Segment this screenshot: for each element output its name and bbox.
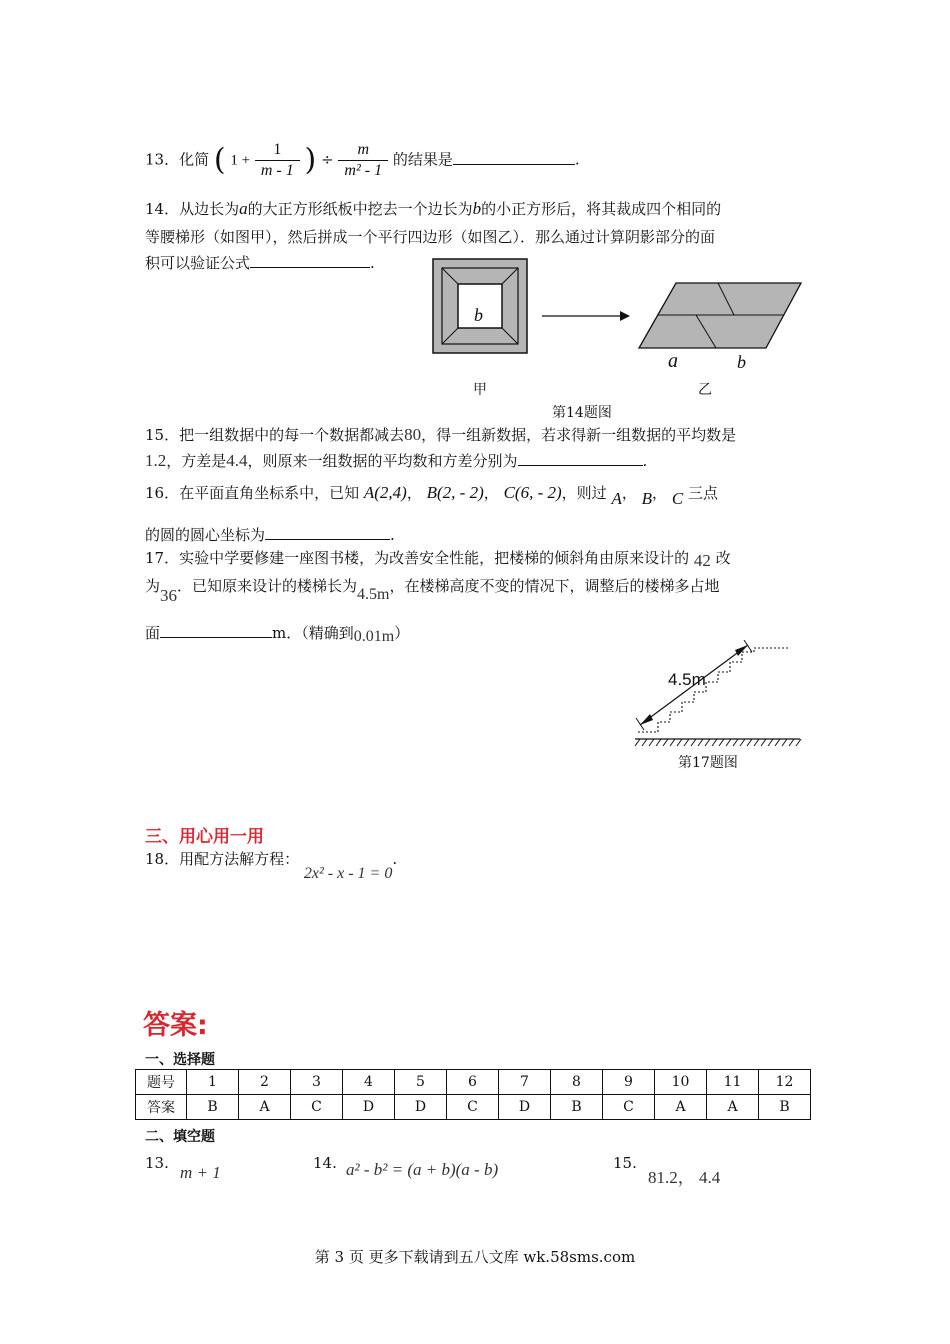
- q17-fig-label: 4.5m: [668, 670, 706, 689]
- q13-answer-blank[interactable]: [453, 149, 575, 165]
- answer-13: m + 1: [180, 1163, 221, 1182]
- right-arrow-icon: [540, 308, 632, 324]
- table-row-choices: 答案 B A C D D C D B C A A B: [136, 1095, 811, 1120]
- q17-line-1: 17．实验中学要修建一座图书楼，为改善安全性能，把楼梯的倾斜角由原来设计的 42 改: [145, 549, 731, 570]
- table-row-numbers: 题号 1 2 3 4 5 6 7 8 9 10 11 12: [136, 1070, 811, 1095]
- answer-table: [135, 1069, 811, 1120]
- q16-line-2: 的圆的圆心坐标为 .: [145, 526, 395, 544]
- q13-divide: ÷: [321, 150, 334, 169]
- page-footer: 第 3 页 更多下载请到五八文库 wk.58sms.com: [314, 1248, 636, 1266]
- q17-staircase-figure: [630, 640, 805, 750]
- q17-line-2: 为36．已知原来设计的楼梯长为4.5m，在楼梯高度不变的情况下，调整后的楼梯多占地: [145, 577, 720, 605]
- q14-fig-b-label: b: [474, 305, 483, 325]
- answers-section-2: 二、填空题: [145, 1129, 215, 1145]
- q17-answer-blank[interactable]: [160, 622, 272, 638]
- q13-suffix: 的结果是: [392, 150, 453, 169]
- answer-15: 81.2， 4.4: [648, 1168, 721, 1187]
- q14-line-3: 积可以验证公式 .: [145, 254, 375, 272]
- q14-figure-caption: 第14题图: [552, 405, 612, 421]
- answer-14: a² - b² = (a + b)(a - b): [346, 1160, 499, 1179]
- q18-equation: 2x² - x - 1 = 0: [303, 865, 393, 882]
- q18-line: 18．用配方法解方程： 2x² - x - 1 = 0.: [145, 850, 398, 882]
- q13-number: 13．化简: [145, 150, 210, 169]
- q13-fraction-1: $\frac{1}{m - 1}$: [255, 140, 300, 181]
- q17-line-3: 面 m．（精确到0.01m）: [145, 624, 410, 645]
- q14-figure-yi: [636, 280, 806, 352]
- answers-section-1: 一、选择题: [145, 1052, 215, 1068]
- q16-answer-blank[interactable]: [265, 524, 390, 540]
- answer-13-number: 13.: [145, 1154, 169, 1172]
- answer-15-number: 15.: [613, 1154, 637, 1172]
- q17-figure-caption: 第17题图: [678, 755, 738, 771]
- section-3-title: 三、用心用一用: [145, 827, 264, 847]
- q13-fraction-2: $\frac{m}{\text{m² - 1}}$: [338, 140, 388, 181]
- q14-fig-b2-label: b: [737, 352, 746, 372]
- q15-line-2: 1.2，方差是4.4，则原来一组数据的平均数和方差分别为 .: [145, 451, 648, 470]
- q15-answer-blank[interactable]: [518, 450, 643, 466]
- answer-14-number: 14.: [313, 1154, 337, 1172]
- label-jia: 甲: [473, 382, 487, 398]
- q15-line-1: 15．把一组数据中的每一个数据都减去80，得一组新数据，若求得新一组数据的平均数是: [145, 425, 737, 444]
- q14-line-2: 等腰梯形（如图甲），然后拼成一个平行四边形（如图乙）．那么通过计算阴影部分的面: [145, 228, 716, 246]
- q16-line-1: 16．在平面直角坐标系中，已知 A(2,4)， B(2, - 2)， C(6, - 2)，则过 A， B， C 三点: [145, 483, 718, 508]
- q14-fig-a-label: a: [668, 350, 678, 372]
- q13-line: 13．化简 ( 1 + $\frac{1}{m - 1}$ ) ÷ $\frac{m}{\text{m² - 1}}$ 的结果是 .: [145, 141, 580, 179]
- q14-line-1: 14．从边长为a的大正方形纸板中挖去一个边长为b的小正方形后，将其裁成四个相同的: [145, 199, 722, 218]
- label-yi: 乙: [698, 382, 712, 398]
- q13-one-plus: 1 +: [230, 152, 251, 169]
- q14-answer-blank[interactable]: [250, 252, 370, 268]
- answers-title: 答案:: [143, 1010, 208, 1041]
